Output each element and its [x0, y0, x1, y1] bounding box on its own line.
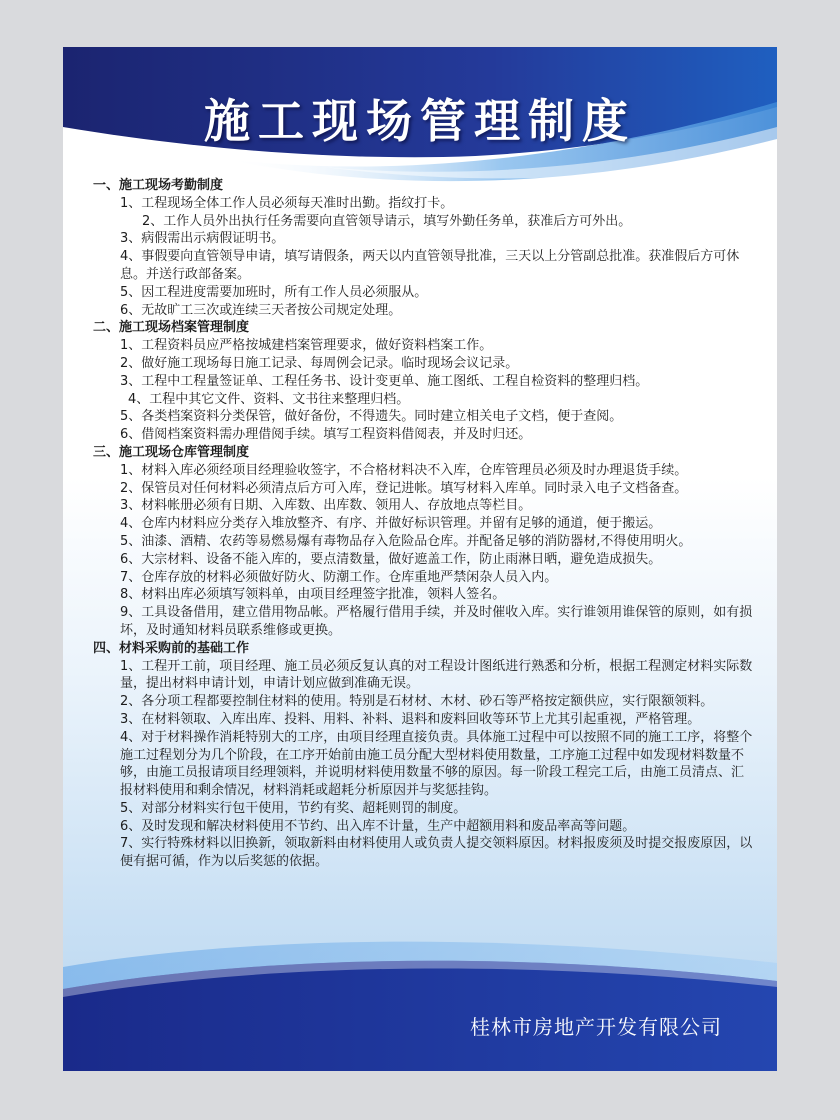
section-attendance — [93, 177, 753, 319]
list-item: 5、因工程进度需要加班时，所有工作人员必须服从。 — [120, 284, 428, 300]
list-item: 6、及时发现和解决材料使用不节约、出入库不计量，生产中超额用料和废品率高等问题。 — [120, 818, 636, 834]
list-item: 2、做好施工现场每日施工记录、每周例会记录。临时现场会议记录。 — [120, 355, 519, 371]
list-item: 1、工程资料员应严格按城建档案管理要求，做好资料档案工作。 — [120, 338, 493, 354]
poster — [63, 47, 777, 1071]
footer-wave — [63, 927, 777, 1071]
section-heading: 四、材料采购前的基础工作 — [93, 640, 250, 656]
list-item: 3、病假需出示病假证明书。 — [120, 231, 285, 247]
list-item: 1、工程开工前，项目经理、施工员必须反复认真的对工程设计图纸进行熟悉和分析，根据工程测定材料实际数量，提出材料申请计划，申请计划应做到准确无误。 — [120, 658, 753, 692]
list-item: 4、工程中其它文件、资料、文书往来整理归档。 — [128, 391, 410, 407]
list-item: 2、保管员对任何材料必须清点后方可入库，登记进帐。填写材料入库单。同时录入电子文档备查。 — [120, 480, 688, 496]
list-item: 2、工作人员外出执行任务需要向直管领导请示，填写外勤任务单，获准后方可外出。 — [142, 213, 632, 229]
list-item: 3、工程中工程量签证单、工程任务书、设计变更单、施工图纸、工程自检资料的整理归档。 — [120, 373, 649, 389]
list-item: 2、各分项工程都要控制住材料的使用。特别是石材材、木材、砂石等严格按定额供应，实行限额领料。 — [120, 694, 714, 710]
section-archive — [93, 319, 753, 444]
section-procurement — [93, 640, 753, 871]
list-item: 5、油漆、酒精、农药等易燃易爆有毒物品存入危险品仓库。并配备足够的消防器材,不得使用明火。 — [120, 533, 692, 549]
list-item: 3、在材料领取、入库出库、投料、用料、补料、退料和废料回收等环节上尤其引起重视，严格管理。 — [120, 711, 701, 727]
list-item: 1、工程现场全体工作人员必须每天准时出勤。指纹打卡。 — [120, 195, 454, 211]
section-heading: 一、施工现场考勤制度 — [93, 178, 224, 193]
section-heading: 二、施工现场档案管理制度 — [93, 320, 250, 336]
list-item: 8、材料出库必须填写领料单，由项目经理签字批准，领料人签名。 — [120, 587, 506, 603]
list-item: 6、大宗材料、设备不能入库的，要点清数量，做好遮盖工作，防止雨淋日晒，避免造成损失。 — [120, 551, 662, 567]
list-item: 3、材料帐册必须有日期、入库数、出库数、领用人、存放地点等栏目。 — [120, 498, 532, 514]
list-item: 9、工具设备借用，建立借用物品帐。严格履行借用手续，并及时催收入库。实行谁领用谁保管的原则，如有损坏，及时通知材料员联系维修或更换。 — [120, 605, 753, 638]
list-item: 4、仓库内材料应分类存入堆放整齐、有序、并做好标识管理。并留有足够的通道，便于搬运。 — [120, 516, 662, 532]
rules-content — [93, 177, 753, 871]
list-item: 4、事假要向直管领导申请，填写请假条，两天以内直管领导批准，三天以上分管副总批准。获准假后方可休息。并送行政部备案。 — [120, 249, 740, 282]
section-warehouse — [93, 444, 753, 640]
list-item: 7、实行特殊材料以旧换新，领取新料由材料使用人或负责人提交领料原因。材料报废须及时提交报废原因，以便有据可循，作为以后奖惩的依据。 — [120, 836, 753, 870]
list-item: 7、仓库存放的材料必须做好防火、防潮工作。仓库重地严禁闲杂人员入内。 — [120, 569, 558, 585]
page-title: 施工现场管理制度 — [204, 94, 636, 148]
list-item: 4、对于材料操作消耗特别大的工序，由项目经理直接负责。具体施工过程中可以按照不同的施工工序，将整个施工过程划分为几个阶段，在工序开始前由施工员分配大型材料使用数量，工序施工过程中如发现材料数量不够，由施工员报请项目经理领料，并说明材料使用数量不够的原因。每一阶段工程完工后，由施工员清点、汇报材料使用和剩余情况，材料消耗或超耗分析原因并与奖惩挂钩。 — [120, 729, 753, 799]
list-item: 1、材料入库必须经项目经理验收签字，不合格材料决不入库，仓库管理员必须及时办理退货手续。 — [120, 462, 688, 478]
list-item: 6、借阅档案资料需办理借阅手续。填写工程资料借阅表，并及时归还。 — [120, 427, 532, 443]
company-name: 桂林市房地产开发有限公司 — [470, 1015, 722, 1039]
section-heading: 三、施工现场仓库管理制度 — [93, 444, 250, 460]
list-item: 5、对部分材料实行包干使用，节约有奖、超耗则罚的制度。 — [120, 800, 467, 816]
list-item: 6、无故旷工三次或连续三天者按公司规定处理。 — [120, 302, 402, 318]
list-item: 5、各类档案资料分类保管，做好备份，不得遗失。同时建立相关电子文档，便于查阅。 — [120, 409, 623, 425]
